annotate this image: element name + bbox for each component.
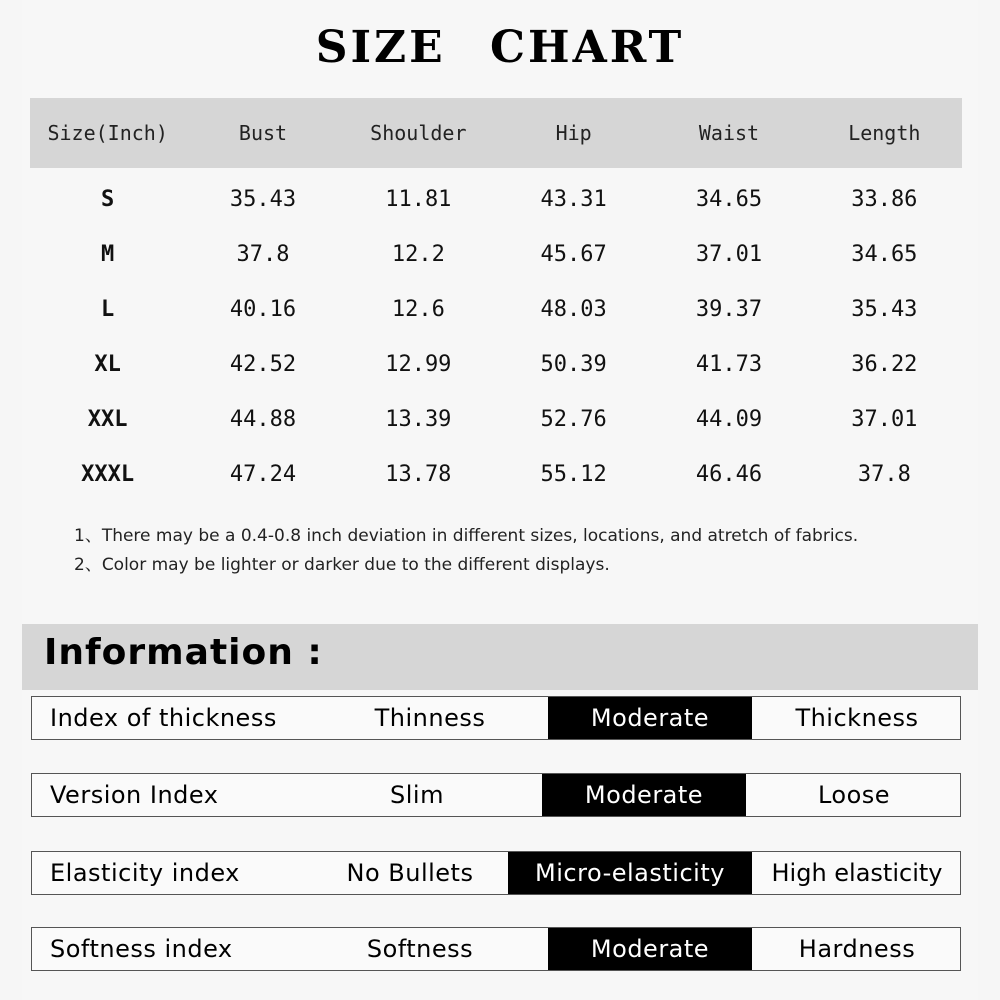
cell-shoulder: 11.81 bbox=[385, 187, 452, 212]
cell-size: L bbox=[101, 297, 115, 322]
table-header-row bbox=[30, 98, 962, 168]
cell-bust: 40.16 bbox=[229, 297, 297, 322]
option-micro-elasticity-selected: Micro-elasticity bbox=[508, 852, 752, 894]
info-label: Softness index bbox=[50, 935, 233, 963]
header-length: Length bbox=[807, 98, 962, 168]
option-moderate-selected: Moderate bbox=[548, 928, 752, 970]
cell-hip: 55.12 bbox=[540, 462, 607, 487]
cell-hip: 50.39 bbox=[540, 352, 607, 377]
note-color: 2、Color may be lighter or darker due to the different displays. bbox=[74, 555, 610, 575]
option-moderate-selected: Moderate bbox=[542, 774, 746, 816]
option-no-bullets: No Bullets bbox=[346, 859, 474, 887]
header-size: Size(Inch) bbox=[30, 98, 185, 168]
table-row bbox=[30, 392, 962, 447]
cell-hip: 43.31 bbox=[540, 187, 607, 212]
cell-shoulder: 12.6 bbox=[391, 297, 445, 322]
info-label: Version Index bbox=[50, 781, 219, 809]
size-table bbox=[30, 98, 962, 502]
cell-shoulder: 13.78 bbox=[385, 462, 452, 487]
option-hardness: Hardness bbox=[798, 935, 916, 963]
info-label: Elasticity index bbox=[50, 859, 240, 887]
cell-length: 33.86 bbox=[851, 187, 918, 212]
table-row bbox=[30, 168, 962, 227]
option-high-elasticity: High elasticity bbox=[771, 859, 943, 887]
cell-length: 36.22 bbox=[851, 352, 918, 377]
table-row bbox=[30, 227, 962, 282]
cell-bust: 42.52 bbox=[229, 352, 297, 377]
cell-waist: 37.01 bbox=[695, 242, 763, 267]
option-softness: Softness bbox=[366, 935, 474, 963]
header-waist: Waist bbox=[651, 98, 806, 168]
cell-shoulder: 12.2 bbox=[391, 242, 445, 267]
option-thinness: Thinness bbox=[374, 704, 486, 732]
cell-size: M bbox=[101, 242, 115, 267]
cell-waist: 34.65 bbox=[695, 187, 763, 212]
info-row-elasticity bbox=[31, 851, 961, 895]
cell-hip: 45.67 bbox=[540, 242, 607, 267]
cell-length: 37.8 bbox=[857, 462, 911, 487]
cell-size: XXL bbox=[87, 407, 128, 432]
cell-size: XXXL bbox=[81, 462, 135, 487]
note-deviation: 1、There may be a 0.4-0.8 inch deviation in different sizes, locations, and atretch of fabrics. bbox=[74, 526, 859, 546]
cell-shoulder: 13.39 bbox=[385, 407, 452, 432]
cell-length: 35.43 bbox=[851, 297, 918, 322]
cell-length: 34.65 bbox=[851, 242, 918, 267]
cell-bust: 47.24 bbox=[229, 462, 297, 487]
info-row-version bbox=[31, 773, 961, 817]
cell-bust: 44.88 bbox=[229, 407, 297, 432]
cell-size: XL bbox=[94, 352, 121, 377]
cell-bust: 35.43 bbox=[229, 187, 297, 212]
cell-waist: 46.46 bbox=[695, 462, 763, 487]
information-header bbox=[22, 624, 978, 690]
cell-size: S bbox=[101, 187, 115, 212]
option-loose: Loose bbox=[817, 781, 891, 809]
cell-waist: 41.73 bbox=[695, 352, 763, 377]
cell-hip: 52.76 bbox=[540, 407, 607, 432]
info-row-softness bbox=[31, 927, 961, 971]
notes bbox=[74, 522, 974, 580]
cell-length: 37.01 bbox=[851, 407, 918, 432]
header-bust: Bust bbox=[185, 98, 340, 168]
page-title: SIZE CHART bbox=[315, 22, 685, 73]
option-thickness: Thickness bbox=[795, 704, 919, 732]
option-slim: Slim bbox=[390, 781, 444, 809]
header-hip: Hip bbox=[496, 98, 651, 168]
cell-waist: 39.37 bbox=[695, 297, 763, 322]
table-row bbox=[30, 282, 962, 337]
cell-waist: 44.09 bbox=[695, 407, 763, 432]
cell-shoulder: 12.99 bbox=[385, 352, 452, 377]
cell-hip: 48.03 bbox=[540, 297, 607, 322]
header-shoulder: Shoulder bbox=[341, 98, 496, 168]
cell-bust: 37.8 bbox=[236, 242, 290, 267]
table-row bbox=[30, 337, 962, 392]
table-row bbox=[30, 447, 962, 502]
information-title: Information : bbox=[44, 632, 323, 673]
info-label: Index of thickness bbox=[50, 704, 277, 732]
info-row-thickness bbox=[31, 696, 961, 740]
option-moderate-selected: Moderate bbox=[548, 697, 752, 739]
